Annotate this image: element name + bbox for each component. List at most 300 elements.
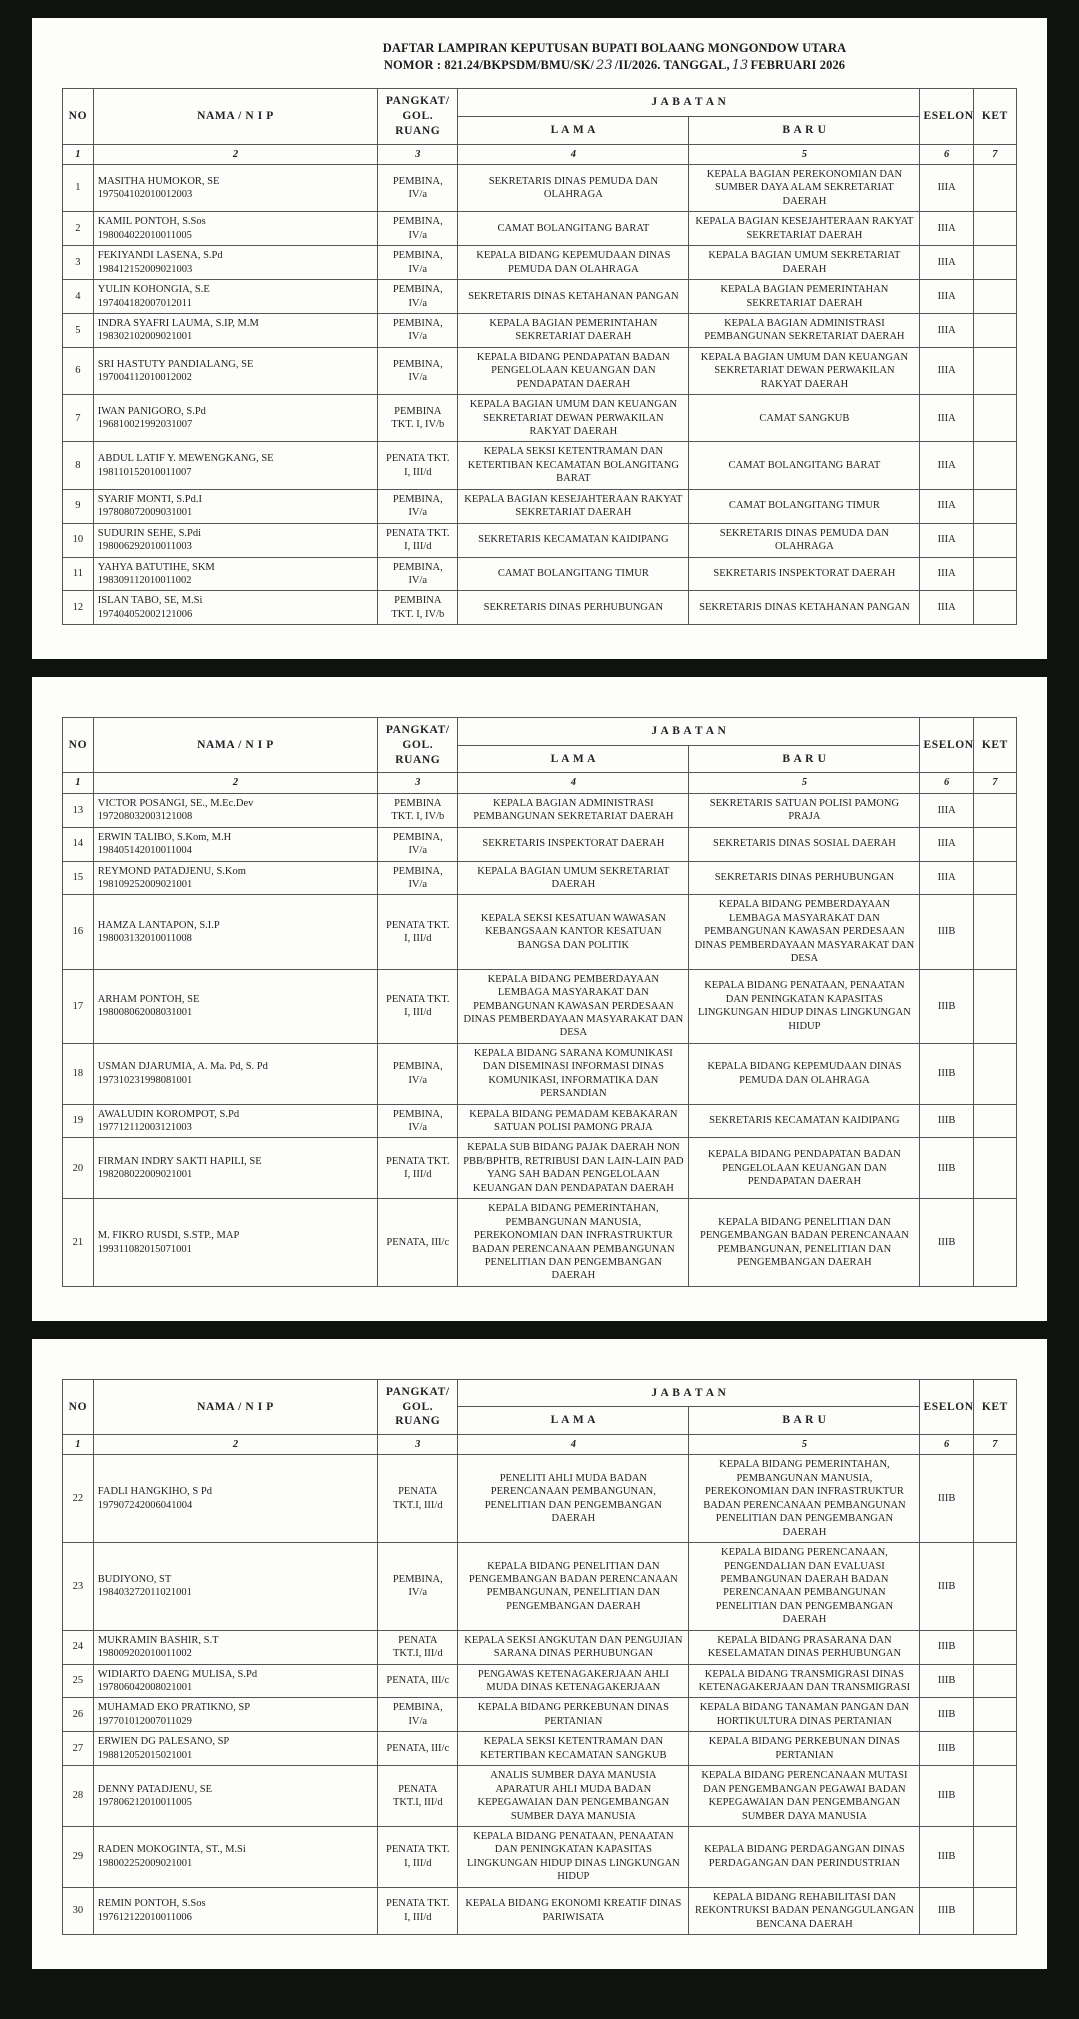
cell-nama-nip: BUDIYONO, ST 198403272011021001 <box>93 1543 377 1631</box>
cell-nama-nip: HAMZA LANTAPON, S.I.P 198003132010011008 <box>93 895 377 969</box>
cell-jabatan-lama: KEPALA SEKSI KETENTRAMAN DAN KETERTIBAN KECAMATAN SANGKUB <box>458 1732 689 1766</box>
cell-jabatan-baru: KEPALA BAGIAN UMUM DAN KEUANGAN SEKRETARIAT DEWAN PERWAKILAN RAKYAT DAERAH <box>689 347 920 394</box>
column-number-4: 4 <box>458 144 689 164</box>
cell-ket <box>973 827 1016 861</box>
cell-pangkat: PEMBINA TKT. I, IV/b <box>378 591 458 625</box>
cell-nama-nip: IWAN PANIGORO, S.Pd 196810021992031007 <box>93 395 377 442</box>
table-row <box>63 827 1017 861</box>
cell-ket <box>973 793 1016 827</box>
cell-nama-nip: MUHAMAD EKO PRATIKNO, SP 197701012007011029 <box>93 1698 377 1732</box>
cell-nama-nip: ISLAN TABO, SE, M.Si 197404052002121006 <box>93 591 377 625</box>
cell-pangkat: PEMBINA, IV/a <box>378 280 458 314</box>
cell-ket <box>973 1043 1016 1104</box>
cell-pangkat: PEMBINA TKT. I, IV/b <box>378 793 458 827</box>
table-row <box>63 1698 1017 1732</box>
cell-no: 19 <box>63 1104 94 1138</box>
th-jabatan-baru: B A R U <box>689 745 920 773</box>
table-row <box>63 895 1017 969</box>
cell-pangkat: PEMBINA, IV/a <box>378 212 458 246</box>
cell-ket <box>973 313 1016 347</box>
table-row <box>63 313 1017 347</box>
cell-nama-nip: KAMIL PONTOH, S.Sos 198004022010011005 <box>93 212 377 246</box>
cell-nip: 197806042008021001 <box>97 1682 193 1694</box>
cell-jabatan-baru: KEPALA BIDANG KEPEMUDAAN DINAS PEMUDA DAN OLAHRAGA <box>689 1043 920 1104</box>
cell-nama-nip: SUDURIN SEHE, S.Pdi 198006292010011003 <box>93 523 377 557</box>
cell-jabatan-baru: KEPALA BIDANG PRASARANA DAN KESELAMATAN DINAS PERHUBUNGAN <box>689 1630 920 1664</box>
cell-nip: 198208022009021001 <box>97 1169 193 1181</box>
table-row <box>63 1887 1017 1934</box>
cell-jabatan-baru: KEPALA BAGIAN KESEJAHTERAAN RAKYAT SEKRETARIAT DAERAH <box>689 212 920 246</box>
cell-pangkat: PENATA TKT. I, III/d <box>378 523 458 557</box>
page-separator-1 <box>0 659 1079 677</box>
cell-ket <box>973 1104 1016 1138</box>
cell-ket <box>973 1630 1016 1664</box>
cell-jabatan-lama: SEKRETARIS KECAMATAN KAIDIPANG <box>458 523 689 557</box>
th-jabatan: J A B A T A N <box>458 89 920 117</box>
cell-ket <box>973 1543 1016 1631</box>
table-body <box>63 1435 1017 1935</box>
cell-ket <box>973 1826 1016 1887</box>
cell-jabatan-lama: SEKRETARIS DINAS PERHUBUNGAN <box>458 591 689 625</box>
column-number-1: 1 <box>63 773 94 793</box>
cell-eselon: IIIB <box>920 969 973 1043</box>
cell-nip: 198004022010011005 <box>97 229 192 241</box>
cell-eselon: IIIA <box>920 347 973 394</box>
table-body <box>63 144 1017 625</box>
document-nomor-line <box>212 57 1017 75</box>
cell-no: 7 <box>63 395 94 442</box>
document-title-line: DAFTAR LAMPIRAN KEPUTUSAN BUPATI BOLAANG MONGONDOW UTARA <box>382 41 847 55</box>
cell-eselon: IIIA <box>920 489 973 523</box>
table-row <box>63 395 1017 442</box>
cell-nama-nip: ERWIN TALIBO, S.Kom, M.H 198405142010011004 <box>93 827 377 861</box>
cell-pangkat: PEMBINA, IV/a <box>378 1698 458 1732</box>
cell-jabatan-baru: KEPALA BIDANG PENATAAN, PENAATAN DAN PENINGKATAN KAPASITAS LINGKUNGAN HIDUP DINAS LINGKUNGAN HIDUP <box>689 969 920 1043</box>
cell-jabatan-lama: KEPALA SEKSI ANGKUTAN DAN PENGUJIAN SARANA DINAS PERHUBUNGAN <box>458 1630 689 1664</box>
table-row <box>63 793 1017 827</box>
cell-jabatan-lama: CAMAT BOLANGITANG TIMUR <box>458 557 689 591</box>
cell-nama-nip: SRI HASTUTY PANDIALANG, SE 197004112010012002 <box>93 347 377 394</box>
column-number-row <box>63 773 1017 793</box>
cell-no: 13 <box>63 793 94 827</box>
th-jabatan-baru: B A R U <box>689 117 920 145</box>
cell-jabatan-baru: SEKRETARIS INSPEKTORAT DAERAH <box>689 557 920 591</box>
cell-nip: 198812052015021001 <box>97 1749 193 1761</box>
cell-nip: 198008062008031001 <box>97 1007 193 1019</box>
th-nama-nip: NAMA / N I P <box>93 718 377 773</box>
cell-eselon: IIIB <box>920 1887 973 1934</box>
cell-no: 14 <box>63 827 94 861</box>
cell-jabatan-lama: KEPALA BIDANG PEMADAM KEBAKARAN SATUAN POLISI PAMONG PRAJA <box>458 1104 689 1138</box>
cell-nama-nip: USMAN DJARUMIA, A. Ma. Pd, S. Pd 197310231998081001 <box>93 1043 377 1104</box>
cell-nama-nip: RADEN MOKOGINTA, ST., M.Si 198002252009021001 <box>93 1826 377 1887</box>
table-row <box>63 591 1017 625</box>
column-number-1: 1 <box>63 144 94 164</box>
th-ket: KET <box>973 1379 1016 1434</box>
cell-no: 16 <box>63 895 94 969</box>
column-number-7: 7 <box>973 1435 1016 1455</box>
document-page-3 <box>32 1339 1047 1969</box>
column-number-7: 7 <box>973 144 1016 164</box>
cell-nip: 198302102009021001 <box>97 331 193 343</box>
cell-jabatan-baru: SEKRETARIS DINAS PEMUDA DAN OLAHRAGA <box>689 523 920 557</box>
table-row <box>63 280 1017 314</box>
column-number-row <box>63 144 1017 164</box>
cell-jabatan-baru: SEKRETARIS DINAS PERHUBUNGAN <box>689 861 920 895</box>
cell-jabatan-baru: KEPALA BIDANG REHABILITASI DAN REKONTRUKSI BADAN PENANGGULANGAN BENCANA DAERAH <box>689 1887 920 1934</box>
table-row <box>63 1543 1017 1631</box>
cell-nama-nip: ARHAM PONTOH, SE 198008062008031001 <box>93 969 377 1043</box>
header-row-main <box>63 1379 1017 1407</box>
mutation-table-page-1 <box>62 88 1017 625</box>
cell-no: 17 <box>63 969 94 1043</box>
th-jabatan-lama: L A M A <box>458 745 689 773</box>
cell-jabatan-lama: KEPALA BAGIAN UMUM DAN KEUANGAN SEKRETARIAT DEWAN PERWAKILAN RAKYAT DAERAH <box>458 395 689 442</box>
cell-no: 9 <box>63 489 94 523</box>
header-row-main <box>63 89 1017 117</box>
cell-nip: 197907242006041004 <box>97 1499 193 1511</box>
th-eselon: ESELON <box>920 1379 973 1434</box>
cell-ket <box>973 895 1016 969</box>
cell-nama-nip: MUKRAMIN BASHIR, S.T 198009202010011002 <box>93 1630 377 1664</box>
table-row <box>63 1732 1017 1766</box>
cell-jabatan-lama: SEKRETARIS DINAS KETAHANAN PANGAN <box>458 280 689 314</box>
cell-nama-nip: DENNY PATADJENU, SE 197806212010011005 <box>93 1766 377 1827</box>
cell-ket <box>973 1887 1016 1934</box>
cell-pangkat: PENATA, III/c <box>378 1732 458 1766</box>
nomor-prefix: NOMOR : 821.24/BKPSDM/BMU/SK/ <box>383 57 595 72</box>
cell-jabatan-lama: KEPALA BAGIAN ADMINISTRASI PEMBANGUNAN SEKRETARIAT DAERAH <box>458 793 689 827</box>
cell-nama-nip: FEKIYANDI LASENA, S.Pd 198412152009021003 <box>93 246 377 280</box>
cell-jabatan-lama: KEPALA BAGIAN UMUM SEKRETARIAT DAERAH <box>458 861 689 895</box>
cell-no: 2 <box>63 212 94 246</box>
nomor-mid: /II/2026. TANGGAL, <box>614 57 730 72</box>
cell-jabatan-lama: KEPALA BAGIAN PEMERINTAHAN SEKRETARIAT DAERAH <box>458 313 689 347</box>
cell-nip: 197808072009031001 <box>97 507 193 519</box>
th-nama-nip: NAMA / N I P <box>93 1379 377 1434</box>
cell-jabatan-lama: PENGAWAS KETENAGAKERJAAN AHLI MUDA DINAS KETENAGAKERJAAN <box>458 1664 689 1698</box>
cell-no: 5 <box>63 313 94 347</box>
cell-eselon: IIIB <box>920 1138 973 1199</box>
cell-nip: 197612122010011006 <box>97 1911 192 1923</box>
cell-eselon: IIIA <box>920 827 973 861</box>
cell-jabatan-baru: SEKRETARIS DINAS KETAHANAN PANGAN <box>689 591 920 625</box>
cell-nip: 198006292010011003 <box>97 541 192 553</box>
page-separator-2 <box>0 1321 1079 1339</box>
column-number-7: 7 <box>973 773 1016 793</box>
th-jabatan: J A B A T A N <box>458 718 920 746</box>
cell-nip: 197310231998081001 <box>97 1074 193 1086</box>
cell-eselon: IIIB <box>920 1732 973 1766</box>
table-head <box>63 1379 1017 1434</box>
table-body <box>63 773 1017 1286</box>
cell-jabatan-baru: KEPALA BIDANG PERDAGANGAN DINAS PERDAGANGAN DAN PERINDUSTRIAN <box>689 1826 920 1887</box>
nomor-suffix: FEBRUARI 2026 <box>750 57 846 72</box>
cell-no: 23 <box>63 1543 94 1631</box>
table-row <box>63 523 1017 557</box>
cell-nip: 198009202010011002 <box>97 1648 192 1660</box>
table-row <box>63 246 1017 280</box>
table-row <box>63 165 1017 212</box>
table-row <box>63 1199 1017 1287</box>
cell-jabatan-baru: KEPALA BIDANG PERENCANAAN MUTASI DAN PENGEMBANGAN PEGAWAI BADAN KEPEGAWAIAN DAN PENGEMBANGAN SUMBER DAYA MANUSIA <box>689 1766 920 1827</box>
table-row <box>63 557 1017 591</box>
cell-pangkat: PEMBINA, IV/a <box>378 861 458 895</box>
cell-ket <box>973 969 1016 1043</box>
cell-jabatan-baru: KEPALA BAGIAN PEMERINTAHAN SEKRETARIAT DAERAH <box>689 280 920 314</box>
cell-jabatan-lama: KEPALA BIDANG PEMBERDAYAAN LEMBAGA MASYARAKAT DAN PEMBANGUNAN KAWASAN PERDESAAN DINAS PEMBERDAYAAN MASYARAKAT DAN DESA <box>458 969 689 1043</box>
cell-ket <box>973 246 1016 280</box>
cell-jabatan-lama: ANALIS SUMBER DAYA MANUSIA APARATUR AHLI MUDA BADAN KEPEGAWAIAN DAN PENGEMBANGAN SUMBER DAYA MANUSIA <box>458 1766 689 1827</box>
cell-pangkat: PEMBINA, IV/a <box>378 827 458 861</box>
cell-ket <box>973 591 1016 625</box>
cell-jabatan-lama: KEPALA SEKSI KESATUAN WAWASAN KEBANGSAAN KANTOR KESATUAN BANGSA DAN POLITIK <box>458 895 689 969</box>
mutation-table-page-2 <box>62 717 1017 1287</box>
cell-no: 28 <box>63 1766 94 1827</box>
cell-nama-nip: VICTOR POSANGI, SE., M.Ec.Dev 197208032003121008 <box>93 793 377 827</box>
cell-no: 22 <box>63 1455 94 1543</box>
table-row <box>63 969 1017 1043</box>
cell-jabatan-lama: KEPALA BAGIAN KESEJAHTERAAN RAKYAT SEKRETARIAT DAERAH <box>458 489 689 523</box>
table-row <box>63 1138 1017 1199</box>
cell-nip: 198412152009021003 <box>97 263 193 275</box>
cell-ket <box>973 347 1016 394</box>
cell-no: 10 <box>63 523 94 557</box>
cell-eselon: IIIB <box>920 1455 973 1543</box>
cell-eselon: IIIA <box>920 313 973 347</box>
cell-ket <box>973 395 1016 442</box>
tanggal-handwritten-value: 13 <box>731 57 749 73</box>
cell-nip: 198110152010011007 <box>97 466 192 478</box>
cell-jabatan-lama: SEKRETARIS DINAS PEMUDA DAN OLAHRAGA <box>458 165 689 212</box>
cell-jabatan-lama: KEPALA BIDANG PENDAPATAN BADAN PENGELOLAAN KEUANGAN DAN PENDAPATAN DAERAH <box>458 347 689 394</box>
cell-nama-nip: YAHYA BATUTIHE, SKM 198309112010011002 <box>93 557 377 591</box>
cell-nip: 198405142010011004 <box>97 845 192 857</box>
cell-eselon: IIIA <box>920 523 973 557</box>
cell-eselon: IIIB <box>920 1104 973 1138</box>
cell-eselon: IIIA <box>920 395 973 442</box>
cell-nama-nip: REYMOND PATADJENU, S.Kom 198109252009021001 <box>93 861 377 895</box>
cell-eselon: IIIB <box>920 1826 973 1887</box>
cell-no: 15 <box>63 861 94 895</box>
cell-jabatan-lama: KEPALA BIDANG PEMERINTAHAN, PEMBANGUNAN MANUSIA, PEREKONOMIAN DAN INFRASTRUKTUR BADAN PERENCANAAN PEMBANGUNAN PENELITIAN DAN PENGEMBANGAN DAERAH <box>458 1199 689 1287</box>
cell-eselon: IIIA <box>920 246 973 280</box>
column-number-5: 5 <box>689 773 920 793</box>
cell-pangkat: PENATA TKT. I, III/d <box>378 1826 458 1887</box>
page-separator-top <box>0 0 1079 18</box>
nomor-handwritten-value: 23 <box>596 57 613 73</box>
cell-nama-nip: ERWIEN DG PALESANO, SP 198812052015021001 <box>93 1732 377 1766</box>
cell-no: 29 <box>63 1826 94 1887</box>
cell-no: 6 <box>63 347 94 394</box>
cell-jabatan-lama: SEKRETARIS INSPEKTORAT DAERAH <box>458 827 689 861</box>
cell-eselon: IIIB <box>920 895 973 969</box>
cell-nama-nip: FADLI HANGKIHO, S Pd 197907242006041004 <box>93 1455 377 1543</box>
cell-eselon: IIIB <box>920 1043 973 1104</box>
cell-nip: 197806212010011005 <box>97 1797 192 1809</box>
cell-no: 3 <box>63 246 94 280</box>
cell-jabatan-baru: KEPALA BIDANG PERENCANAAN, PENGENDALIAN DAN EVALUASI PEMBANGUNAN DAERAH BADAN PERENCANAAN PEMBANGUNAN PENELITIAN DAN PENGEMBANGAN DAERAH <box>689 1543 920 1631</box>
cell-nip: 197004112010012002 <box>97 371 192 383</box>
table-row <box>63 347 1017 394</box>
table-row <box>63 1043 1017 1104</box>
cell-jabatan-lama: KEPALA BIDANG PENELITIAN DAN PENGEMBANGAN BADAN PERENCANAAN PEMBANGUNAN, PENELITIAN DAN PENGEMBANGAN DAERAH <box>458 1543 689 1631</box>
column-number-6: 6 <box>920 144 973 164</box>
cell-pangkat: PEMBINA, IV/a <box>378 557 458 591</box>
cell-jabatan-baru: KEPALA BAGIAN ADMINISTRASI PEMBANGUNAN SEKRETARIAT DAERAH <box>689 313 920 347</box>
column-number-2: 2 <box>93 1435 377 1455</box>
cell-nama-nip: M. FIKRO RUSDI, S.STP., MAP 199311082015071001 <box>93 1199 377 1287</box>
cell-jabatan-baru: SEKRETARIS SATUAN POLISI PAMONG PRAJA <box>689 793 920 827</box>
mutation-table-page-3 <box>62 1379 1017 1935</box>
cell-jabatan-lama: KEPALA BIDANG PERKEBUNAN DINAS PERTANIAN <box>458 1698 689 1732</box>
document-page-1 <box>32 18 1047 659</box>
cell-no: 21 <box>63 1199 94 1287</box>
cell-no: 18 <box>63 1043 94 1104</box>
th-pangkat-gol: PANGKAT/ GOL. RUANG <box>378 89 458 144</box>
cell-jabatan-lama: KEPALA BIDANG KEPEMUDAAN DINAS PEMUDA DAN OLAHRAGA <box>458 246 689 280</box>
column-number-2: 2 <box>93 773 377 793</box>
cell-jabatan-lama: KEPALA BIDANG SARANA KOMUNIKASI DAN DISEMINASI INFORMASI DINAS KOMUNIKASI, INFORMATIKA DAN PERSANDIAN <box>458 1043 689 1104</box>
cell-pangkat: PENATA TKT.I, III/d <box>378 1630 458 1664</box>
cell-pangkat: PEMBINA, IV/a <box>378 1104 458 1138</box>
document-header <box>212 40 1017 74</box>
th-jabatan: J A B A T A N <box>458 1379 920 1407</box>
cell-jabatan-baru: SEKRETARIS KECAMATAN KAIDIPANG <box>689 1104 920 1138</box>
cell-eselon: IIIA <box>920 280 973 314</box>
cell-jabatan-baru: CAMAT SANGKUB <box>689 395 920 442</box>
cell-no: 25 <box>63 1664 94 1698</box>
column-number-4: 4 <box>458 773 689 793</box>
cell-ket <box>973 1199 1016 1287</box>
cell-ket <box>973 1138 1016 1199</box>
th-ket: KET <box>973 89 1016 144</box>
cell-nama-nip: INDRA SYAFRI LAUMA, S.IP, M.M 198302102009021001 <box>93 313 377 347</box>
cell-eselon: IIIA <box>920 557 973 591</box>
th-jabatan-baru: B A R U <box>689 1407 920 1435</box>
cell-ket <box>973 1732 1016 1766</box>
cell-ket <box>973 489 1016 523</box>
cell-jabatan-lama: KEPALA SUB BIDANG PAJAK DAERAH NON PBB/BPHTB, RETRIBUSI DAN LAIN-LAIN PAD YANG SAH BADAN PENGELOLAAN KEUANGAN DAN PENDAPATAN DAERAH <box>458 1138 689 1199</box>
cell-no: 11 <box>63 557 94 591</box>
cell-nip: 196810021992031007 <box>97 419 193 431</box>
cell-nama-nip: YULIN KOHONGIA, S.E 197404182007012011 <box>93 280 377 314</box>
column-number-3: 3 <box>378 144 458 164</box>
cell-pangkat: PENATA TKT. I, III/d <box>378 442 458 489</box>
cell-ket <box>973 557 1016 591</box>
cell-no: 24 <box>63 1630 94 1664</box>
column-number-5: 5 <box>689 1435 920 1455</box>
table-row <box>63 1104 1017 1138</box>
page-separator-bottom <box>0 1969 1079 1987</box>
column-number-2: 2 <box>93 144 377 164</box>
cell-ket <box>973 212 1016 246</box>
cell-jabatan-lama: PENELITI AHLI MUDA BADAN PERENCANAAN PEMBANGUNAN, PENELITIAN DAN PENGEMBANGAN DAERAH <box>458 1455 689 1543</box>
cell-ket <box>973 1455 1016 1543</box>
cell-pangkat: PENATA, III/c <box>378 1199 458 1287</box>
cell-jabatan-baru: KEPALA BIDANG PENDAPATAN BADAN PENGELOLAAN KEUANGAN DAN PENDAPATAN DAERAH <box>689 1138 920 1199</box>
th-no: NO <box>63 1379 94 1434</box>
cell-no: 20 <box>63 1138 94 1199</box>
table-row <box>63 1664 1017 1698</box>
cell-jabatan-lama: KEPALA BIDANG EKONOMI KREATIF DINAS PARIWISATA <box>458 1887 689 1934</box>
table-row <box>63 1826 1017 1887</box>
cell-eselon: IIIA <box>920 591 973 625</box>
cell-pangkat: PENATA TKT. I, III/d <box>378 969 458 1043</box>
th-eselon: ESELON <box>920 89 973 144</box>
cell-eselon: IIIA <box>920 861 973 895</box>
cell-eselon: IIIA <box>920 165 973 212</box>
cell-pangkat: PEMBINA, IV/a <box>378 313 458 347</box>
cell-ket <box>973 165 1016 212</box>
th-jabatan-lama: L A M A <box>458 117 689 145</box>
th-no: NO <box>63 718 94 773</box>
cell-eselon: IIIA <box>920 793 973 827</box>
cell-ket <box>973 442 1016 489</box>
column-number-5: 5 <box>689 144 920 164</box>
cell-no: 27 <box>63 1732 94 1766</box>
cell-eselon: IIIB <box>920 1698 973 1732</box>
cell-eselon: IIIB <box>920 1766 973 1827</box>
cell-nama-nip: REMIN PONTOH, S.Sos 197612122010011006 <box>93 1887 377 1934</box>
column-number-row <box>63 1435 1017 1455</box>
cell-eselon: IIIB <box>920 1543 973 1631</box>
table-row <box>63 861 1017 895</box>
cell-nip: 197404052002121006 <box>97 608 193 620</box>
cell-jabatan-baru: KEPALA BIDANG TANAMAN PANGAN DAN HORTIKULTURA DINAS PERTANIAN <box>689 1698 920 1732</box>
cell-nip: 198309112010011002 <box>97 574 192 586</box>
cell-eselon: IIIA <box>920 442 973 489</box>
document-page-2 <box>32 677 1047 1321</box>
table-row <box>63 1630 1017 1664</box>
cell-jabatan-baru: KEPALA BIDANG PEMBERDAYAAN LEMBAGA MASYARAKAT DAN PEMBANGUNAN KAWASAN PERDESAAN DINAS PEMBERDAYAAN MASYARAKAT DAN DESA <box>689 895 920 969</box>
cell-nama-nip: FIRMAN INDRY SAKTI HAPILI, SE 198208022009021001 <box>93 1138 377 1199</box>
column-number-6: 6 <box>920 773 973 793</box>
cell-ket <box>973 523 1016 557</box>
cell-jabatan-lama: KEPALA BIDANG PENATAAN, PENAATAN DAN PENINGKATAN KAPASITAS LINGKUNGAN HIDUP DINAS LINGKUNGAN HIDUP <box>458 1826 689 1887</box>
cell-jabatan-baru: KEPALA BIDANG PEMERINTAHAN, PEMBANGUNAN MANUSIA, PEREKONOMIAN DAN INFRASTRUKTUR BADAN PERENCANAAN PEMBANGUNAN PENELITIAN DAN PENGEMBANGAN DAERAH <box>689 1455 920 1543</box>
header-row-main <box>63 718 1017 746</box>
cell-jabatan-lama: CAMAT BOLANGITANG BARAT <box>458 212 689 246</box>
cell-nip: 198003132010011008 <box>97 933 192 945</box>
cell-no: 26 <box>63 1698 94 1732</box>
cell-no: 12 <box>63 591 94 625</box>
cell-nama-nip: SYARIF MONTI, S.Pd.I 197808072009031001 <box>93 489 377 523</box>
cell-pangkat: PEMBINA TKT. I, IV/b <box>378 395 458 442</box>
table-row <box>63 489 1017 523</box>
cell-nip: 197504102010012003 <box>97 189 193 201</box>
cell-ket <box>973 861 1016 895</box>
cell-no: 4 <box>63 280 94 314</box>
th-no: NO <box>63 89 94 144</box>
cell-eselon: IIIA <box>920 212 973 246</box>
th-pangkat-gol: PANGKAT/ GOL. RUANG <box>378 718 458 773</box>
cell-pangkat: PEMBINA, IV/a <box>378 1043 458 1104</box>
cell-ket <box>973 1664 1016 1698</box>
cell-nip: 199311082015071001 <box>97 1243 192 1255</box>
table-head <box>63 89 1017 144</box>
cell-nip: 198002252009021001 <box>97 1857 193 1869</box>
cell-nama-nip: AWALUDIN KOROMPOT, S.Pd 197712112003121003 <box>93 1104 377 1138</box>
cell-nip: 198109252009021001 <box>97 879 193 891</box>
column-number-3: 3 <box>378 1435 458 1455</box>
table-row <box>63 1455 1017 1543</box>
cell-ket <box>973 1698 1016 1732</box>
cell-eselon: IIIB <box>920 1664 973 1698</box>
column-number-6: 6 <box>920 1435 973 1455</box>
cell-ket <box>973 1766 1016 1827</box>
cell-pangkat: PENATA TKT.I, III/d <box>378 1766 458 1827</box>
